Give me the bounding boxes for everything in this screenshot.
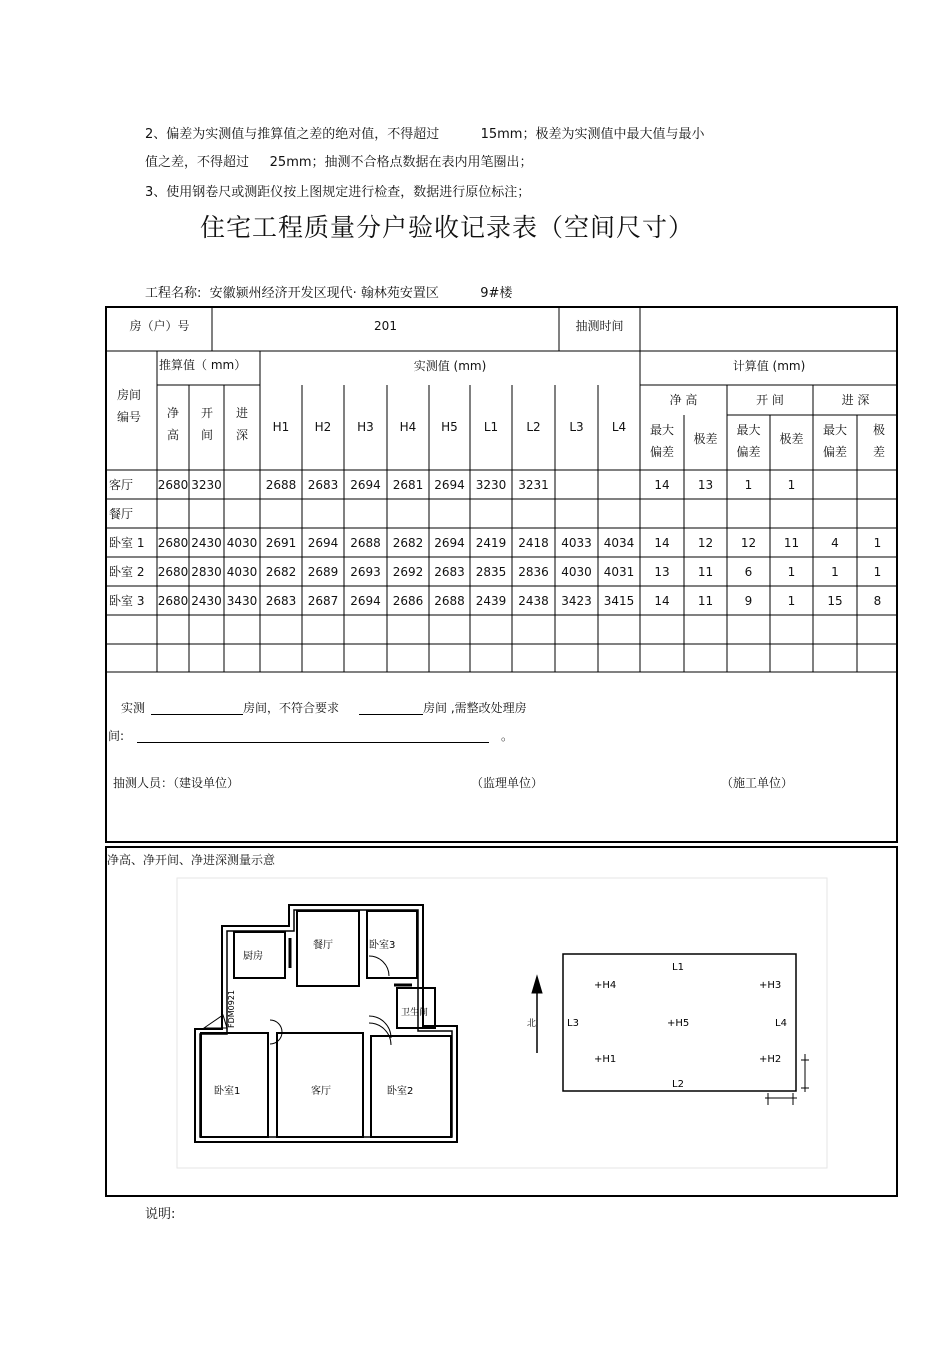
label-h5: +H5 (667, 1018, 690, 1029)
label-kitchen: 厨房 (243, 951, 263, 962)
computed-group-header: 计算值 (mm) (732, 359, 806, 373)
table-cell: 1 (873, 565, 882, 579)
signer-builder-owner: 抽测人员：（建设单位） (113, 776, 240, 790)
calc-col-width: 开间 (200, 406, 213, 442)
time-label: 抽测时间 (575, 319, 624, 333)
table-cell: 4030 (226, 536, 258, 550)
table-cell: 2419 (475, 536, 507, 550)
table-cell: 1 (787, 594, 796, 608)
page-title: 住宅工程质量分户验收记录表（空间尺寸） (200, 213, 695, 242)
computed-sub-depth: 进 深 (841, 393, 870, 407)
label-l4: L4 (775, 1018, 787, 1029)
computed-range-2: 极差 (779, 432, 804, 446)
table-cell: 2439 (475, 594, 507, 608)
project-name: 安徽颍州经济开发区现代· 翰林苑安置区 (209, 286, 439, 301)
table-cell: 2686 (392, 594, 424, 608)
table-cell: 2682 (392, 536, 424, 550)
measured-col-l1: L1 (483, 420, 499, 434)
label-h4-text: H4 (602, 980, 617, 991)
label-h2: +H2 (759, 1054, 782, 1065)
label-h4: +H4 (594, 980, 617, 991)
computed-range-3: 极差 (872, 423, 885, 459)
table-cell: 12 (740, 536, 757, 550)
label-bedroom-1: 卧室1 (214, 1086, 241, 1097)
table-cell: 2689 (307, 565, 339, 579)
table-cell: 2680 (157, 565, 189, 579)
table-cell: 1 (744, 478, 753, 492)
table-cell: 11 (697, 565, 714, 579)
row-room-name: 卧室 2 (109, 565, 145, 579)
measured-group-header: 实测值 (mm) (413, 359, 487, 373)
table-cell: 1 (787, 478, 796, 492)
label-h3: +H3 (759, 980, 782, 991)
table-cell: 2688 (265, 478, 297, 492)
measured-col-l4: L4 (611, 420, 627, 434)
calc-group-header: 推算值（ mm） (159, 358, 247, 372)
table-cell: 2680 (157, 594, 189, 608)
table-cell: 2680 (157, 536, 189, 550)
room-id-label: 房间编号 (116, 388, 141, 424)
table-cell: 2694 (434, 536, 465, 550)
acceptance-table (105, 306, 898, 843)
table-cell: 2683 (265, 594, 297, 608)
table-cell: 2430 (191, 536, 222, 550)
table-cell: 3231 (518, 478, 549, 492)
label-l1: L1 (672, 962, 684, 973)
table-cell: 2830 (191, 565, 222, 579)
measured-col-l2: L2 (526, 420, 541, 434)
measured-col-h1: H1 (272, 420, 290, 434)
signer-supervisor: （监理单位） (471, 776, 544, 790)
table-cell: 2430 (191, 594, 222, 608)
summary-blank-2[interactable] (359, 714, 423, 715)
summary-blank-3[interactable] (137, 742, 489, 743)
computed-max-dev-3: 最大偏差 (822, 423, 847, 459)
label-living: 客厅 (311, 1086, 331, 1097)
table-cell: 8 (873, 594, 882, 608)
note-line-3: 3、使用钢卷尺或测距仪按上图规定进行检查，数据进行原位标注； (145, 185, 531, 200)
table-cell: 9 (744, 594, 753, 608)
measured-col-h2: H2 (314, 420, 332, 434)
table-cell: 2693 (350, 565, 381, 579)
table-cell: 11 (697, 594, 714, 608)
label-bathroom: 卫生间 (401, 1008, 429, 1018)
table-cell: 2688 (350, 536, 381, 550)
label-h1-text: H1 (602, 1054, 617, 1065)
table-cell: 2680 (157, 478, 189, 492)
table-cell: 3415 (603, 594, 635, 608)
table-cell: 2688 (434, 594, 465, 608)
label-l3: L3 (567, 1018, 579, 1029)
measurement-diagram-panel (105, 846, 898, 1197)
table-cell: 14 (654, 594, 670, 608)
table-cell: 2694 (307, 536, 339, 550)
signer-contractor: （施工单位） (721, 776, 794, 790)
measured-col-l3: L3 (569, 420, 584, 434)
table-cell: 2682 (265, 565, 297, 579)
project-building: 9#楼 (480, 286, 513, 301)
table-cell: 3230 (475, 478, 507, 492)
label-h5-text: H5 (675, 1018, 690, 1029)
table-cell: 2438 (518, 594, 549, 608)
table-cell: 2681 (392, 478, 424, 492)
note-line-2: 值之差，不得超过 25mm；抽测不合格点数据在表内用笔圈出； (145, 155, 533, 170)
table-cell: 3423 (561, 594, 592, 608)
room-no-value: 201 (374, 319, 397, 333)
table-cell: 4034 (603, 536, 635, 550)
diagram-title: 净高、净开间、净进深测量示意 (107, 853, 276, 867)
project-line (145, 282, 512, 301)
row-room-name: 客厅 (109, 478, 134, 492)
diagram-drawing (107, 848, 896, 1195)
calc-col-depth: 进深 (235, 406, 248, 442)
project-label: 工程名称: (145, 286, 202, 301)
summary-line2-prefix: 间: (108, 729, 125, 743)
computed-max-dev-1: 最大偏差 (649, 423, 674, 459)
label-h3-text: H3 (767, 980, 782, 991)
label-north: 北 (527, 1019, 537, 1029)
room-no-label: 房（户）号 (129, 319, 190, 333)
computed-range-1: 极差 (693, 432, 718, 446)
table-cell: 13 (697, 478, 714, 492)
table-cell: 2835 (475, 565, 507, 579)
table-cell: 2694 (434, 478, 465, 492)
table-cell: 14 (654, 536, 670, 550)
measured-col-h5: H5 (441, 420, 458, 434)
label-dining: 餐厅 (313, 940, 333, 951)
table-cell: 4031 (603, 565, 635, 579)
table-cell: 11 (783, 536, 800, 550)
computed-sub-height: 净 高 (669, 393, 698, 407)
computed-max-dev-2: 最大偏差 (736, 423, 761, 459)
table-cell: 1 (831, 565, 839, 579)
table-cell: 15 (827, 594, 843, 608)
measured-col-h3: H3 (357, 420, 374, 434)
note-line-1: 2、偏差为实测值与推算值之差的绝对值，不得超过 15mm；极差为实测值中最大值与最小 (145, 127, 705, 142)
table-cell: 2694 (350, 594, 381, 608)
label-bedroom-2: 卧室2 (387, 1086, 414, 1097)
table-cell: 2418 (518, 536, 549, 550)
table-cell: 4030 (226, 565, 258, 579)
table-cell: 2683 (434, 565, 465, 579)
footer-note-label: 说明: (145, 1207, 176, 1222)
table-cell: 2692 (392, 565, 424, 579)
table-cell: 13 (654, 565, 670, 579)
label-h2-text: H2 (767, 1054, 782, 1065)
table-cell: 1 (787, 565, 796, 579)
table-cell: 2687 (307, 594, 339, 608)
summary-rooms-text: 房间，不符合要求 (243, 701, 340, 715)
row-room-name: 卧室 1 (109, 536, 145, 550)
row-room-name: 卧室 3 (109, 594, 145, 608)
computed-sub-width: 开 间 (756, 393, 784, 407)
summary-measured: 实测 (121, 701, 146, 715)
summary-line2-end: 。 (501, 729, 514, 743)
table-cell: 2694 (350, 478, 381, 492)
label-h1: +H1 (594, 1054, 617, 1065)
calc-col-height: 净高 (166, 406, 179, 442)
row-room-name: 餐厅 (109, 507, 134, 521)
summary-rooms-fix: 房间 ,需整改处理房 (423, 701, 527, 715)
table-cell: 2683 (307, 478, 339, 492)
table-cell: 12 (697, 536, 714, 550)
summary-blank-1[interactable] (151, 714, 243, 715)
table-cell: 6 (744, 565, 753, 579)
table-cell: 4033 (561, 536, 592, 550)
table-cell: 2836 (518, 565, 549, 579)
measured-col-h4: H4 (399, 420, 417, 434)
table-cell: 3430 (226, 594, 258, 608)
table-cell: 3230 (191, 478, 222, 492)
label-l2: L2 (672, 1079, 684, 1090)
table-cell: 14 (654, 478, 670, 492)
table-cell: 4 (831, 536, 839, 550)
label-bedroom-3: 卧室3 (369, 940, 396, 951)
table-cell: 2691 (265, 536, 297, 550)
table-cell: 1 (873, 536, 882, 550)
label-door-code: FDM0921 (227, 989, 236, 1028)
table-cell: 4030 (561, 565, 592, 579)
